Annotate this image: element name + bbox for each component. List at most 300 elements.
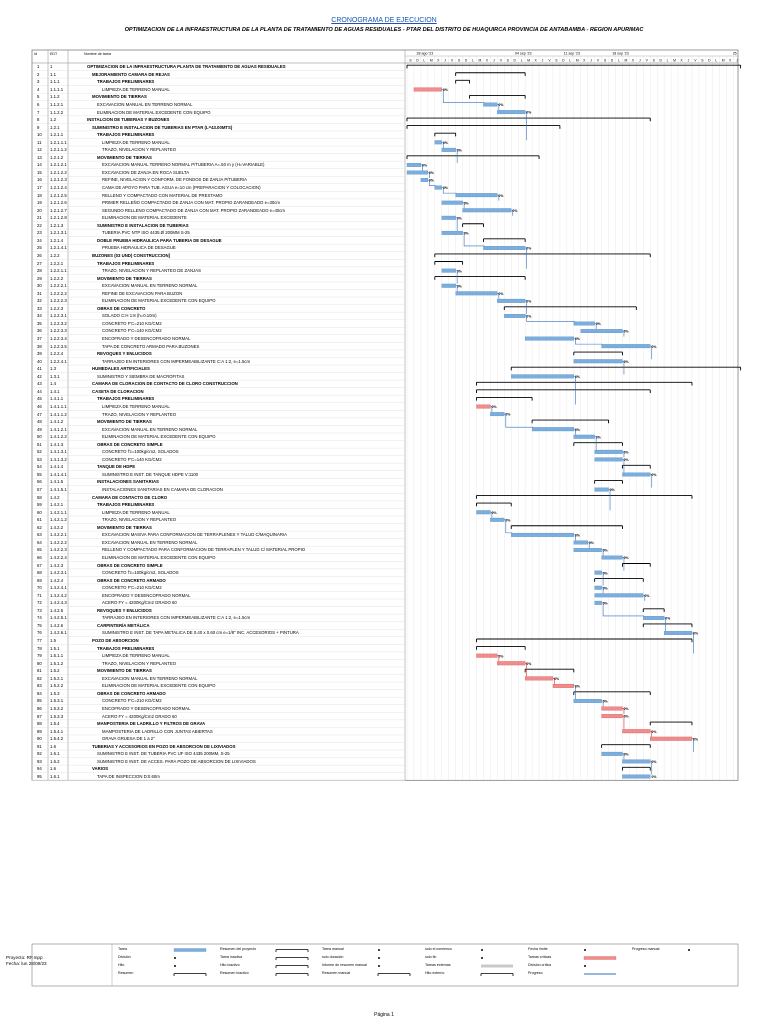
task-edt: 1.6.2 xyxy=(50,758,60,764)
task-bar xyxy=(442,201,463,205)
task-id: 20 xyxy=(37,207,42,213)
task-id: 30 xyxy=(37,283,42,289)
task-name: CAMARA DE CONTACTO DE CLORO xyxy=(92,494,168,500)
task-id: 63 xyxy=(37,532,42,538)
dependency-link xyxy=(525,112,527,140)
legend-item-label: solo duración xyxy=(322,955,344,959)
task-edt: 1.4.1.2.1 xyxy=(50,426,67,432)
task-edt: 1.6 xyxy=(50,766,56,772)
task-name: TRABAJOS PRELIMINARES xyxy=(97,132,155,138)
task-bar xyxy=(407,163,421,167)
legend-item-label: solo el comienzo xyxy=(425,947,452,951)
timescale-day-label: L xyxy=(666,58,669,63)
task-edt: 1.2.1.4.1 xyxy=(50,245,67,251)
task-id: 40 xyxy=(37,358,42,364)
task-name: ELIMINACION DE MATERIAL EXCEDENTE CON EQUIPO xyxy=(102,683,216,689)
task-name: VARIOS xyxy=(92,766,109,772)
task-progress-label: 0% xyxy=(429,178,434,183)
task-name: TUBERIA PVC NTP ISO 4435 Ø 200MM S-25 xyxy=(102,230,190,236)
task-progress-label: 0% xyxy=(442,186,448,191)
task-id: 50 xyxy=(37,434,42,440)
legend-item-label: Informe de resumen manual xyxy=(322,963,367,967)
task-bar xyxy=(622,775,650,779)
task-id: 90 xyxy=(37,736,42,742)
timescale-day-label: D xyxy=(562,58,565,63)
task-edt: 1.4.2.3 xyxy=(50,562,64,568)
legend-marker-symbol xyxy=(174,957,176,959)
task-edt: 1.5.3.1 xyxy=(50,698,64,704)
task-id: 62 xyxy=(37,524,42,530)
task-bar xyxy=(574,548,602,552)
legend-item-label: Progreso xyxy=(528,971,543,975)
task-name: MOVIMIENTO DE TIERRAS xyxy=(97,419,152,425)
task-progress-label: 0% xyxy=(693,631,699,636)
legend-date-label: Fecha: lun 28/08/23 xyxy=(6,961,47,966)
task-progress-label: 0% xyxy=(651,729,657,734)
task-id: 18 xyxy=(37,192,42,198)
task-id: 45 xyxy=(37,396,42,402)
task-edt: 1.4.2.5.1 xyxy=(50,615,67,621)
task-id: 72 xyxy=(37,600,42,606)
task-name: PRIMER RELLEÑO COMPACTADO DE ZANJA CON MAT. PROPIO ZARANDEADO e=30cm xyxy=(102,200,280,206)
task-id: 65 xyxy=(37,547,42,553)
task-name: TAPA DE INSPECCION D:0.60m xyxy=(97,773,160,779)
task-edt: 1.2.1.2.4 xyxy=(50,185,67,190)
task-name: CONCRETO F'C=210 KG/CM2 xyxy=(102,320,162,326)
legend-marker-symbol xyxy=(688,949,690,951)
task-progress-label: 0% xyxy=(602,699,608,704)
task-name: TRAZO, NIVELACION Y REPLANTEO xyxy=(102,411,177,417)
timescale-day-label: V xyxy=(451,58,454,63)
task-edt: 1.1.2.1 xyxy=(50,101,64,107)
critical-task-bar xyxy=(553,684,574,688)
task-progress-label: 0% xyxy=(623,707,629,712)
task-id: 2 xyxy=(37,71,40,77)
task-name: SUMINISTRO E INST. DE TUBERIA PVC UF ISO 4435 200MM, S-25 xyxy=(97,751,230,757)
task-id: 27 xyxy=(37,260,42,266)
task-edt: 1.6.1 xyxy=(50,751,60,757)
document-subtitle: OPTIMIZACION DE LA INFRAESTRUCTURA DE LA PLANTA DE TRATAMIENTO DE AGUAS RESIDUALES - PTAR DEL DISTRITO DE HUAQUIRCA PROVINCIA DE ANTABAMBA - REGION APURIMAC xyxy=(124,27,644,33)
task-progress-label: 0% xyxy=(456,148,462,153)
task-bar xyxy=(435,186,442,190)
task-edt: 1.4.2.3.1 xyxy=(50,570,67,576)
task-id: 26 xyxy=(37,252,42,258)
task-edt: 1.4.2.1 xyxy=(50,502,64,508)
task-bar xyxy=(574,435,595,439)
task-name: EXCAVACION DE ZANJA EN ROCA SUELTA xyxy=(102,169,190,175)
legend-marker-symbol xyxy=(481,949,483,951)
task-id: 92 xyxy=(37,751,42,757)
timescale-week-label: 28 ago '23 xyxy=(416,51,434,56)
task-edt: 1.4 xyxy=(50,381,56,387)
legend-item-label: Tarea xyxy=(118,947,127,951)
task-name: TRAZO, NIVELACION Y REPLANTEO xyxy=(102,660,177,666)
dependency-link xyxy=(574,376,576,404)
timescale-day-label: V xyxy=(499,58,502,63)
task-name: ELIMINACION DE MATERIAL EXCEDENTE CON EQUIPO xyxy=(102,554,216,560)
timescale-day-label: J xyxy=(541,58,544,63)
task-bar xyxy=(622,473,650,477)
task-edt: 1 xyxy=(50,64,53,70)
task-bar xyxy=(581,329,623,333)
task-bar xyxy=(595,571,602,575)
task-progress-label: 0% xyxy=(442,88,448,93)
task-edt: 1.4.2.2.1 xyxy=(50,532,67,538)
task-name: OBRAS DE CONCRETO SIMPLE xyxy=(97,441,163,447)
task-name: OBRAS DE CONCRETO SIMPLE xyxy=(97,562,163,568)
task-bar xyxy=(664,631,692,635)
legend-project-label: Proyecto: RF.mpp xyxy=(6,955,43,960)
task-edt: 1.4.1.5 xyxy=(50,479,64,485)
task-name: MANPOSTERIA DE LADRILLO Y FILTROS DE GRAVA xyxy=(97,721,206,727)
task-name: ACERO FY = 4200Kg/Cm2 GRADO 60 xyxy=(102,713,177,719)
task-name: SUMINISTRO E INSTALACION DE TUBERIAS xyxy=(97,222,189,228)
task-name: REFINE DE EXCAVACION PARA BUZON xyxy=(102,290,183,296)
legend-item-label: solo fin xyxy=(425,955,437,959)
task-name: LIMPIEZA DE TERRENO MANUAL xyxy=(102,653,170,659)
task-progress-label: 0% xyxy=(491,405,497,410)
critical-task-bar xyxy=(602,714,623,718)
timescale-day-label: S xyxy=(701,58,704,63)
task-name: SUMINISTRO E INSTALACION DE TUBERIAS EN PTAR (L=43.00MTS) xyxy=(92,124,233,130)
task-name: INSTALACIONES SANITARIAS xyxy=(97,479,159,485)
task-id: 4 xyxy=(37,86,40,92)
task-bar xyxy=(463,208,512,212)
task-name: ENCOFRADO Y DESENCOFRADO NORMAL xyxy=(102,705,191,711)
task-edt: 1.4.2.2.4 xyxy=(50,554,67,560)
task-progress-label: 0% xyxy=(623,450,629,455)
task-id: 3 xyxy=(37,79,40,85)
task-id: 95 xyxy=(37,773,42,779)
task-edt: 1.4.1.4 xyxy=(50,464,64,470)
timescale-day-label: J xyxy=(736,58,738,63)
task-id: 61 xyxy=(37,517,42,523)
task-name: INSTALCION DE TUBERIAS Y BUZONES xyxy=(87,117,170,123)
task-progress-label: 0% xyxy=(588,541,594,546)
task-progress-label: 0% xyxy=(505,412,511,417)
dependency-link xyxy=(525,248,527,269)
task-id: 36 xyxy=(37,328,42,334)
legend-marker-symbol xyxy=(584,949,586,951)
task-progress-label: 0% xyxy=(429,171,434,176)
legend-item-label: Tareas críticas xyxy=(528,955,552,959)
task-bar xyxy=(490,518,504,522)
task-name: TANQUE DE HDPE xyxy=(97,464,136,470)
task-edt: 1.5.1.1 xyxy=(50,653,64,659)
task-edt: 1.4.2.4.3 xyxy=(50,600,67,606)
task-progress-label: 0% xyxy=(651,760,657,764)
task-edt: 1.4.1.2 xyxy=(50,419,64,425)
task-name: TARRAJEO EN INTERIORES CON IMPERMEABILIZANTE C:A 1:2, e=1.5cm xyxy=(102,358,251,364)
timescale-week-label: 11 sep '23 xyxy=(563,51,581,56)
task-progress-label: 0% xyxy=(575,374,580,379)
timescale-day-label: M xyxy=(673,58,676,63)
task-progress-label: 0% xyxy=(456,269,462,274)
task-id: 44 xyxy=(37,388,42,394)
task-edt: 1.5.4.1 xyxy=(50,728,64,734)
critical-task-bar xyxy=(414,88,442,92)
dependency-link xyxy=(442,89,485,102)
task-id: 47 xyxy=(37,411,42,417)
task-progress-label: 0% xyxy=(623,359,629,364)
task-progress-label: 0% xyxy=(463,231,469,236)
task-name: SOLADO C:H 1:8 (h=0.10m) xyxy=(102,313,157,319)
dependency-link xyxy=(602,603,645,616)
task-bar xyxy=(442,269,456,273)
timescale-day-label: D xyxy=(416,58,419,63)
legend-critical-symbol xyxy=(584,957,616,960)
task-progress-label: 0% xyxy=(651,775,657,780)
task-name: ELIMINACION DE MATERIAL EXCEDENTE CON EQUIPO xyxy=(102,434,216,440)
task-id: 32 xyxy=(37,298,42,304)
task-bar xyxy=(595,488,609,492)
task-name: CONCRETO f'c=100kg/cm2, SOLADOS xyxy=(102,449,179,455)
task-id: 41 xyxy=(37,366,42,372)
task-name: SUMINISTRO E INST. DE TANQUE HDPE V:1100 xyxy=(102,471,199,477)
task-name: CONCRETO f'c=100kg/cm2, SOLADOS xyxy=(102,570,179,576)
timescale-day-label: M xyxy=(721,58,725,63)
task-bar xyxy=(456,193,498,197)
task-edt: 1.2.1.2.6 xyxy=(50,200,67,206)
task-name: OPTIMIZACION DE LA INFRAESTRUCTURA PLANTA DE TRATAMIENTO DE AGUAS RESIDUALES xyxy=(87,64,286,70)
timescale-day-label: X xyxy=(437,58,440,63)
task-edt: 1.2.2.2.2 xyxy=(50,290,67,296)
task-edt: 1.4.2.4.2 xyxy=(50,592,67,598)
task-id: 5 xyxy=(37,94,40,100)
task-name: TRABAJOS PRELIMINARES xyxy=(97,645,155,651)
task-name: RELLENO Y COMPACTADO PARA CONFORMACION DE TERRAPLEN Y TALUD C/ MATERIAL PROPIO xyxy=(102,547,306,553)
timescale-day-label: M xyxy=(527,58,531,63)
timescale-day-label: D xyxy=(513,58,516,63)
task-id: 37 xyxy=(37,336,42,341)
task-bar xyxy=(490,412,504,416)
legend-marker-symbol xyxy=(378,957,380,959)
task-edt: 1.2.1.2.1 xyxy=(50,162,67,168)
timescale-day-label: S xyxy=(555,58,558,63)
task-edt: 1.5.1 xyxy=(50,645,60,651)
task-bar xyxy=(497,110,525,114)
task-edt: 1.2.1.4 xyxy=(50,237,64,243)
task-name: ACERO FY = 4200Kg/Cm2 GRADO 60 xyxy=(102,600,177,606)
timescale-day-label: L xyxy=(715,58,718,63)
task-id: 17 xyxy=(37,185,42,190)
task-bar xyxy=(574,699,602,703)
task-name: REVOQUES Y ENLUCIDOS xyxy=(97,607,152,613)
task-name: CONCRETO F'C=140 KG/CM2 xyxy=(102,328,162,334)
legend-marker-symbol xyxy=(584,965,586,967)
task-edt: 1.2.2.4 xyxy=(50,351,64,357)
task-bar xyxy=(574,322,595,326)
task-id: 78 xyxy=(37,645,42,651)
timescale-day-label: X xyxy=(583,58,586,63)
task-progress-label: 0% xyxy=(575,337,580,342)
task-progress-label: 0% xyxy=(651,473,657,478)
timescale-day-label: V xyxy=(548,58,551,63)
task-bar xyxy=(602,556,623,560)
legend-item-label: Tareas externas xyxy=(425,963,451,967)
task-progress-label: 0% xyxy=(623,329,629,334)
task-id: 70 xyxy=(37,585,42,591)
task-edt: 1.2.2.3.4 xyxy=(50,336,67,341)
timescale-day-label: J xyxy=(638,58,641,63)
task-progress-label: 0% xyxy=(693,737,699,742)
task-progress-label: 0% xyxy=(575,533,580,538)
legend-task-symbol xyxy=(174,949,206,952)
dependency-link xyxy=(692,633,694,654)
task-progress-label: 0% xyxy=(456,216,462,221)
legend-item-label: Tarea manual xyxy=(322,947,344,951)
task-edt: 1.5.1.2 xyxy=(50,660,64,666)
task-progress-label: 0% xyxy=(575,427,580,432)
task-edt: 1.5.3.3 xyxy=(50,713,64,719)
task-edt: 1.4.1.4.1 xyxy=(50,471,67,477)
task-progress-label: 0% xyxy=(623,714,629,719)
task-edt: 1.2.1.1.1 xyxy=(50,139,67,145)
timescale-week-label: 04 sep '23 xyxy=(515,51,532,56)
task-progress-label: 0% xyxy=(602,601,608,606)
timescale-day-label: X xyxy=(534,58,537,63)
task-id: 23 xyxy=(37,230,42,236)
legend-item-label: Tarea inactiva xyxy=(220,955,243,959)
task-edt: 1.1.2.2 xyxy=(50,109,64,115)
task-edt: 1.2.1.1 xyxy=(50,132,64,138)
task-id: 24 xyxy=(37,237,42,243)
task-bar xyxy=(442,231,463,235)
timescale-day-label: V xyxy=(694,58,697,63)
task-edt: 1.4.2.1.1 xyxy=(50,509,67,515)
task-id: 28 xyxy=(37,268,42,274)
task-name: MOVIMIENTO DE TIERRAS xyxy=(97,275,152,281)
task-name: SUMINISTRO Y SIEMBRA DE MACROFITAS xyxy=(97,373,185,379)
task-id: 79 xyxy=(37,653,42,659)
task-id: 31 xyxy=(37,290,42,296)
task-name: TRABAJOS PRELIMINARES xyxy=(97,79,155,85)
legend-item-label: Fecha límite xyxy=(528,947,548,951)
task-name: TRABAJOS PRELIMINARES xyxy=(97,502,155,508)
task-name: INSTALACIONES SANITARIAS EN CAMARA DE CLORACION xyxy=(102,487,223,492)
task-progress-label: 0% xyxy=(575,684,580,689)
task-id: 74 xyxy=(37,615,42,621)
task-name: POZO DE ABSORCION xyxy=(92,638,139,643)
task-bar xyxy=(456,292,498,296)
legend-project-info xyxy=(6,955,47,967)
timescale-day-label: M xyxy=(575,58,579,63)
task-id: 94 xyxy=(37,766,42,772)
task-edt: 1.2.2.1 xyxy=(50,260,64,266)
critical-task-bar xyxy=(602,707,623,711)
task-edt: 1.4.2.2.2 xyxy=(50,539,67,545)
task-bar xyxy=(497,299,525,303)
task-name: TARRAJEO EN INTERIORES CON IMPERMEABILIZANTE C:A 1:2, e=1.5cm xyxy=(102,615,251,621)
task-id: 39 xyxy=(37,351,42,357)
task-name: CARPINTERÍA METÁLICA xyxy=(97,622,150,628)
timescale-day-label: S xyxy=(603,58,607,63)
task-edt: 1.4.1.1.2 xyxy=(50,411,67,417)
task-id: 49 xyxy=(37,426,42,432)
task-id: 77 xyxy=(37,638,42,643)
task-id: 64 xyxy=(37,539,42,545)
task-name: MOVIMIENTO DE TIERRAS xyxy=(97,668,152,674)
task-id: 53 xyxy=(37,456,42,462)
task-progress-label: 0% xyxy=(595,435,601,440)
task-progress-label: 0% xyxy=(422,163,428,168)
task-name: TRABAJOS PRELIMINARES xyxy=(97,260,155,266)
task-edt: 1.5.2.1 xyxy=(50,675,64,681)
task-edt: 1.4.2.5 xyxy=(50,607,64,613)
legend-item-label: Hito externo xyxy=(425,971,445,975)
task-bar xyxy=(532,427,574,431)
task-name: DOBLE PRUEBA HIDRAULICA PARA TUBERIA DE DESAGUE xyxy=(97,237,222,243)
task-name: TRABAJOS PRELIMINARES xyxy=(97,396,155,402)
timescale-day-label: D xyxy=(464,58,468,63)
task-bar xyxy=(483,103,497,107)
task-id: 43 xyxy=(37,381,42,387)
task-progress-label: 0% xyxy=(644,593,650,598)
dependency-link xyxy=(609,490,611,511)
task-edt: 1.1.1 xyxy=(50,79,60,85)
column-header-task: Nombre de tarea xyxy=(84,52,111,56)
task-id: 69 xyxy=(37,577,42,583)
task-bar xyxy=(643,616,664,620)
task-bar xyxy=(442,148,456,152)
task-id: 89 xyxy=(37,728,42,734)
task-name: EXCAVACION MANUAL EN TERRENO NORMAL xyxy=(102,283,198,289)
timescale-day-label: M xyxy=(429,58,433,63)
task-edt: 1.2.1.2.8 xyxy=(50,215,67,221)
legend-item-label: Resumen xyxy=(118,971,134,975)
timescale-day-label: S xyxy=(457,58,461,63)
timescale-day-label: J xyxy=(590,58,593,63)
task-edt: 1.2.2.3 xyxy=(50,305,64,311)
task-progress-label: 0% xyxy=(595,322,601,327)
task-name: MEJORAMIENTO CAMARA DE REJAS xyxy=(92,71,170,77)
task-edt: 1.2.2.3.1 xyxy=(50,313,67,319)
task-id: 84 xyxy=(37,690,42,696)
task-id: 25 xyxy=(37,245,42,251)
task-bar xyxy=(622,760,650,764)
task-name: EXCAVACION MANUAL EN TERRENO NORMAL xyxy=(102,539,198,545)
timescale-day-label: J xyxy=(687,58,690,63)
task-edt: 1.1.2 xyxy=(50,94,60,100)
task-progress-label: 0% xyxy=(498,291,504,296)
task-id: 56 xyxy=(37,479,42,485)
task-name: LIMPIEZA DE TERRENO MANUAL xyxy=(102,139,170,145)
task-edt: 1.4.2.2.3 xyxy=(50,547,67,553)
task-bar xyxy=(477,510,491,514)
task-name: LIMPIEZA DE TERRENO MANUAL xyxy=(102,509,170,515)
task-name: EXCAVACION MANUAL TERRENO NORMAL P/TUBERIA A=.50 m y (H=VARIABLE) xyxy=(102,162,265,168)
task-edt: 1.2.2 xyxy=(50,252,60,258)
task-edt: 1.2.2.3.5 xyxy=(50,343,67,349)
task-id: 21 xyxy=(37,215,42,221)
task-bar xyxy=(421,178,428,182)
task-progress-label: 0% xyxy=(512,208,518,213)
task-edt: 1.2.1.1.2 xyxy=(50,147,67,153)
timescale-day-label: X xyxy=(485,58,489,63)
task-id: 71 xyxy=(37,592,42,598)
task-id: 46 xyxy=(37,403,42,409)
task-name: MOVIMIENTO DE TIERRAS xyxy=(97,524,152,530)
task-id: 38 xyxy=(37,343,42,349)
task-bar xyxy=(525,337,574,341)
critical-task-bar xyxy=(525,677,553,681)
task-bar xyxy=(595,586,602,590)
task-name: TRAZO, NIVELACION Y REPLANTEO xyxy=(102,517,177,523)
task-id: 48 xyxy=(37,419,42,425)
legend-item-label: Hito inactivo xyxy=(220,963,240,967)
task-name: RELLENO Y COMPACTADO CON MATERIAL DE PRESTAMO xyxy=(102,192,223,198)
timescale-day-label: L xyxy=(423,58,426,63)
